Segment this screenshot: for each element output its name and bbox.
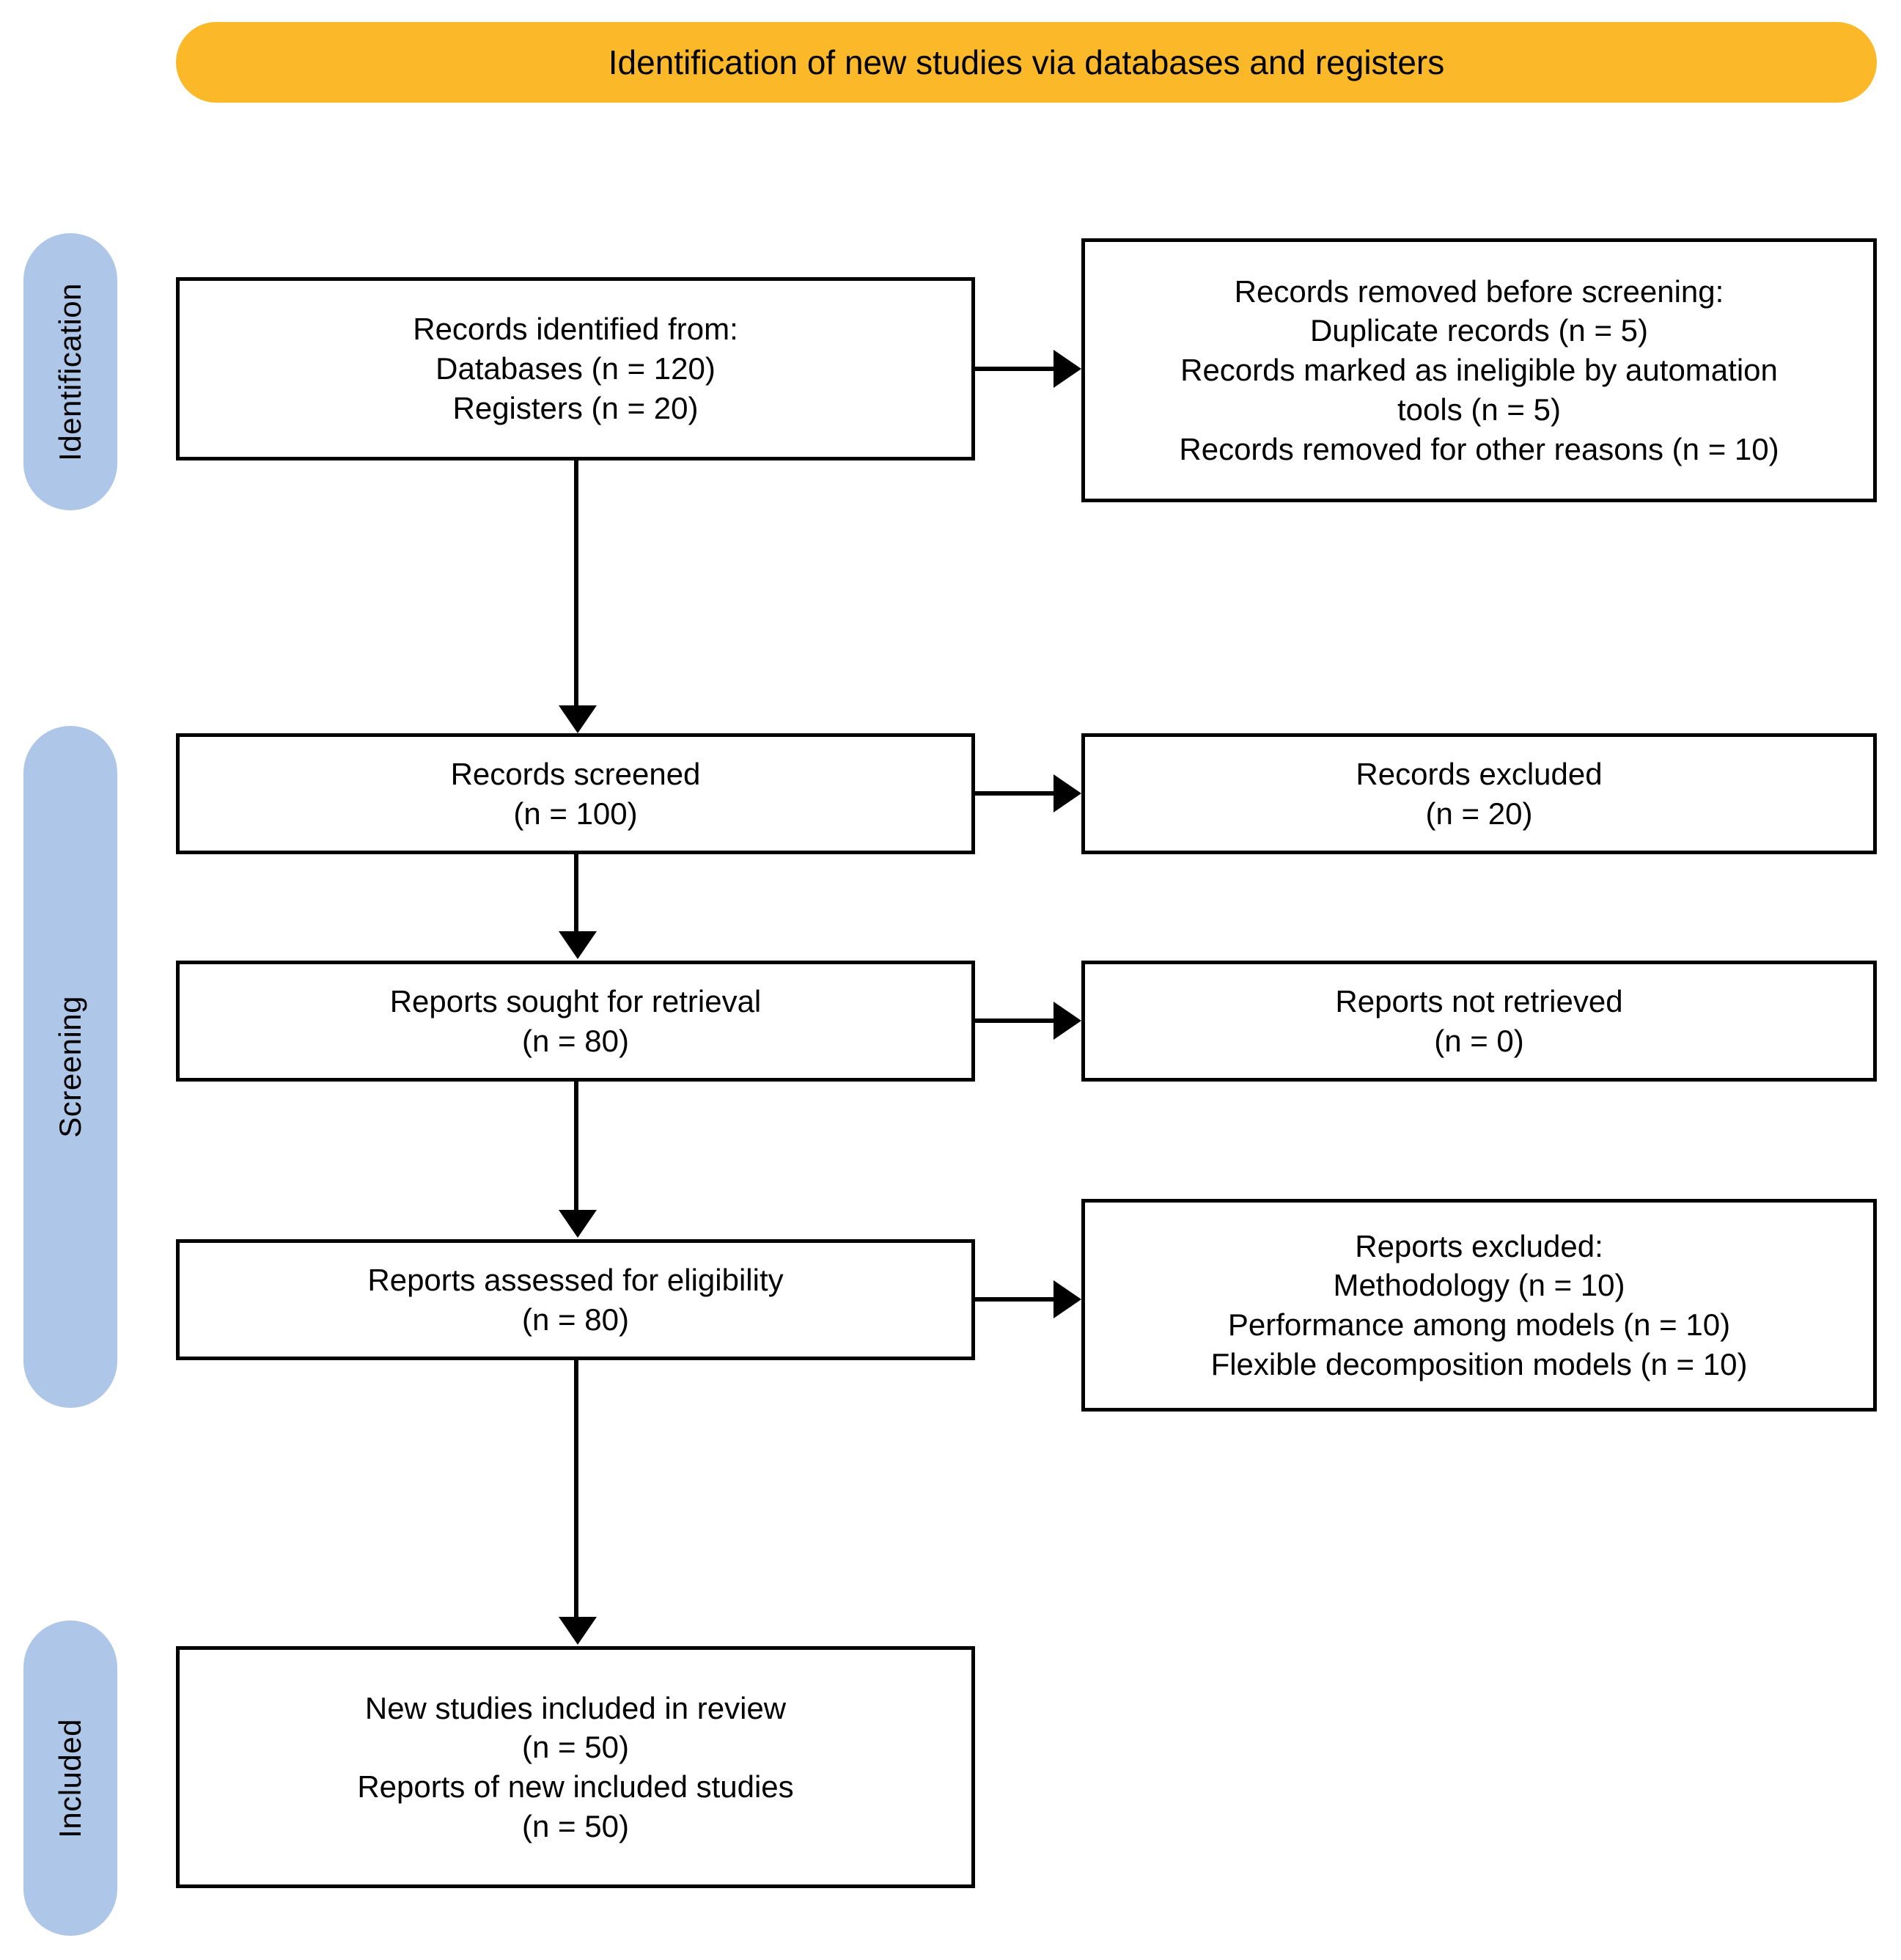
box-records-identified: [176, 277, 975, 460]
text-line: Databases (n = 120): [435, 351, 716, 386]
box-records-screened-text: [438, 747, 714, 841]
arrowhead-right-excluded: [1054, 774, 1081, 812]
box-records-excluded: [1081, 733, 1877, 854]
text-line: Performance among models (n = 10): [1227, 1307, 1731, 1342]
connector-sought-to-not-retrieved: [975, 1018, 1056, 1023]
arrowhead-right-not-retrieved: [1054, 1002, 1081, 1040]
stage-label-included: Included: [53, 1718, 87, 1838]
text-line: Records removed for other reasons (n = 10): [1179, 431, 1779, 466]
text-line: Reports sought for retrieval: [389, 983, 762, 1018]
box-new-studies-included-text: [344, 1681, 806, 1854]
box-reports-assessed-text: [354, 1253, 796, 1347]
box-records-removed-before-screening: [1081, 238, 1877, 502]
text-line: (n = 0): [1434, 1023, 1524, 1058]
text-line: (n = 80): [522, 1023, 629, 1058]
text-line: Reports assessed for eligibility: [367, 1262, 784, 1297]
text-line: (n = 20): [1425, 796, 1533, 831]
arrowhead-down-assessed: [559, 1210, 597, 1238]
text-line: Reports not retrieved: [1335, 983, 1623, 1018]
arrowhead-right-reports-excluded: [1054, 1280, 1081, 1318]
text-line: Records excluded: [1356, 756, 1603, 791]
arrowhead-down-included: [559, 1617, 597, 1645]
text-line: tools (n = 5): [1397, 392, 1561, 427]
text-line: Reports of new included studies: [357, 1769, 794, 1804]
connector-sought-to-assessed: [574, 1082, 578, 1214]
text-line: (n = 50): [522, 1808, 629, 1843]
box-reports-sought-text: [377, 975, 775, 1068]
box-reports-assessed: [176, 1239, 975, 1360]
text-line: Flexible decomposition models (n = 10): [1210, 1346, 1748, 1381]
box-reports-excluded: [1081, 1199, 1877, 1412]
arrowhead-down-sought: [559, 931, 597, 959]
text-line: Duplicate records (n = 5): [1309, 313, 1649, 348]
text-line: Records identified from:: [413, 312, 738, 347]
stage-pill-screening: [23, 726, 117, 1408]
stage-pill-included: [23, 1621, 117, 1936]
box-reports-sought: [176, 961, 975, 1082]
text-line: Records screened: [450, 756, 701, 791]
text-line: (n = 80): [522, 1302, 629, 1337]
text-line: (n = 100): [513, 796, 638, 831]
stage-label-identification: Identification: [53, 282, 87, 461]
box-new-studies-included: [176, 1646, 975, 1888]
diagram-title-banner: [176, 22, 1877, 103]
text-line: Records marked as ineligible by automation: [1180, 353, 1778, 388]
stage-pill-identification: [23, 233, 117, 510]
box-reports-not-retrieved: [1081, 961, 1877, 1082]
box-records-removed-text: [1166, 265, 1792, 477]
box-reports-not-retrieved-text: [1322, 975, 1636, 1068]
box-reports-excluded-text: [1198, 1219, 1761, 1392]
box-records-screened: [176, 733, 975, 854]
connector-identified-to-screened: [574, 460, 578, 710]
text-line: Reports excluded:: [1355, 1228, 1603, 1263]
connector-assessed-to-reports-excluded: [975, 1297, 1056, 1302]
arrowhead-down-screened: [559, 705, 597, 733]
stage-label-screening: Screening: [53, 996, 87, 1138]
text-line: New studies included in review: [364, 1690, 787, 1725]
connector-screened-to-excluded: [975, 791, 1056, 796]
box-records-excluded-text: [1342, 747, 1615, 841]
text-line: (n = 50): [522, 1730, 629, 1765]
box-records-identified-text: [400, 302, 751, 435]
connector-assessed-to-included: [574, 1360, 578, 1621]
text-line: Registers (n = 20): [452, 390, 699, 425]
text-line: Records removed before screening:: [1234, 274, 1724, 309]
connector-screened-to-sought: [574, 854, 578, 935]
arrowhead-right-removed: [1054, 350, 1081, 388]
text-line: Methodology (n = 10): [1333, 1268, 1625, 1303]
diagram-title: Identification of new studies via databases and registers: [608, 43, 1445, 81]
connector-identified-to-removed: [975, 367, 1056, 371]
